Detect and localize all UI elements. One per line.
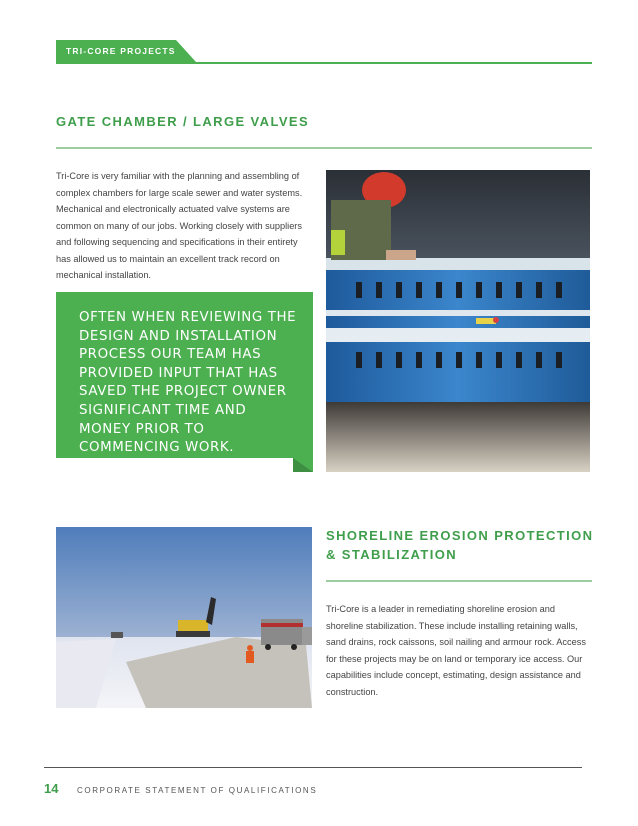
footer-label: CORPORATE STATEMENT OF QUALIFICATIONS: [77, 786, 318, 795]
shoreline-rule: [326, 580, 592, 582]
quote-callout-text: OFTEN WHEN REVIEWING THE DESIGN AND INSTALLATION PROCESS OUR TEAM HAS PROVIDED INPUT THAT HAS SAVED THE PROJECT OWNER SIGNIFICANT TIME AND MONEY PRIOR TO COMMENCING WORK.: [79, 310, 297, 456]
shoreline-body: Tri-Core is a leader in remediating shoreline erosion and shoreline stabilization. These include installing retaining walls, sand drains, rock caissons, soil nailing and armour rock. Access for these projects may be on land or temporary ice access. Our capabilities include concept, estimating, design assistance and construction.: [326, 604, 586, 697]
page-number: 14: [44, 781, 59, 796]
shoreline-construction-photo: [56, 527, 312, 708]
section-tab-label: TRI-CORE PROJECTS: [66, 46, 176, 56]
gate-chamber-rule: [56, 147, 592, 149]
shoreline-heading: SHORELINE EROSION PROTECTION & STABILIZATION: [326, 528, 594, 562]
gate-chamber-heading: GATE CHAMBER / LARGE VALVES: [56, 114, 310, 129]
valve-installation-photo: [326, 170, 590, 472]
gate-chamber-body: Tri-Core is very familiar with the planning and assembling of complex chambers for large scale sewer and water systems. Mechanical and electronically actuated valve systems are common on many of our jobs. Working closely with suppliers and following sequencing and specifications in their entirety has allowed us to maintain an excellent track record on mechanical installation.: [56, 171, 303, 280]
footer-rule: [44, 767, 582, 768]
header-rule: [56, 62, 592, 64]
